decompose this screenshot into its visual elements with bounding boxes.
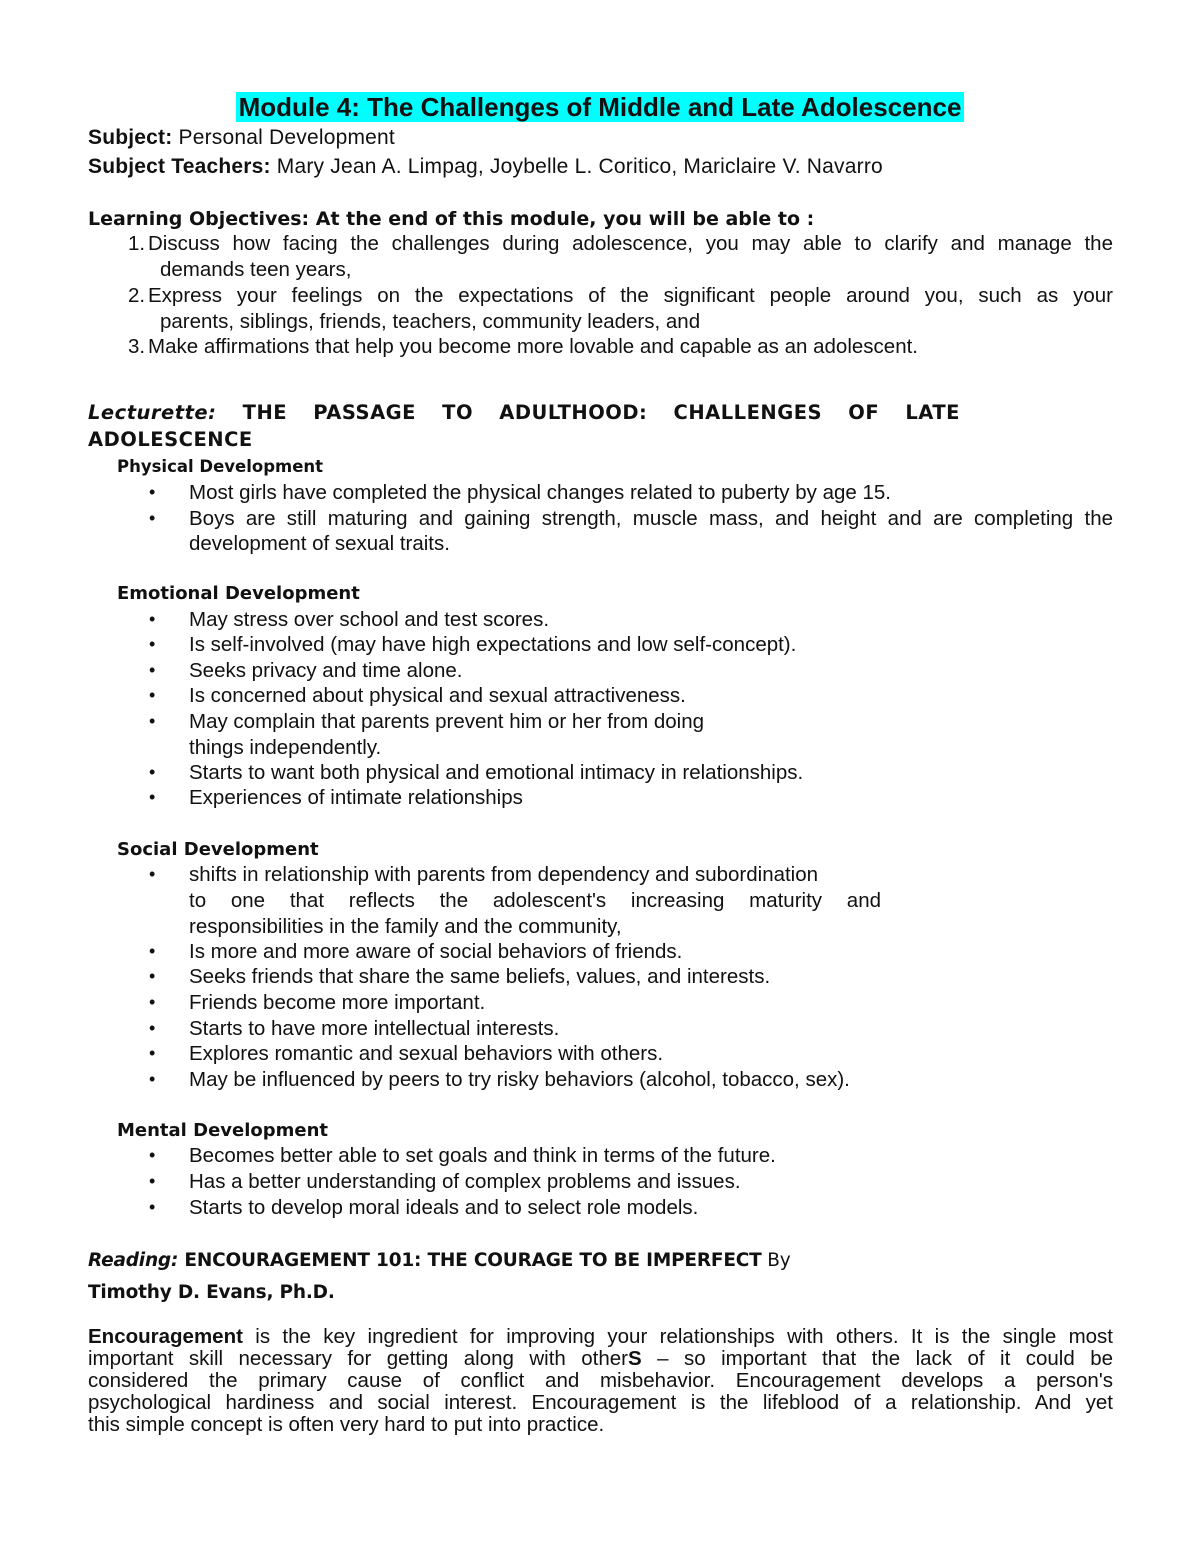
paragraph-line-5: this simple concept is often very hard to put into practice.: [88, 1413, 605, 1436]
physical-item-2-cont: development of sexual traits.: [189, 532, 450, 555]
objective-1-line-2: demands teen years,: [160, 258, 352, 281]
subject-value: Personal Development: [172, 126, 395, 149]
mental-item-1: Becomes better able to set goals and think in terms of the future.: [189, 1144, 776, 1167]
paragraph-line-4: psychological hardiness and social interest. Encouragement is the lifeblood of a relationship. And yet: [88, 1391, 1113, 1414]
paragraph-line-1-text: is the key ingredient for improving your relationships with others. It is the single most: [242, 1325, 1113, 1348]
paragraph-line-2-text-a: important skill necessary for getting along with other: [88, 1347, 629, 1370]
emotional-item-2: Is self-involved (may have high expectations and low self-concept).: [189, 633, 797, 656]
lecturette-line-1: [88, 401, 960, 424]
social-item-3: Seeks friends that share the same beliefs, values, and interests.: [189, 965, 771, 988]
objectives-heading: Learning Objectives: At the end of this module, you will be able to :: [88, 208, 815, 230]
emotional-item-4: Is concerned about physical and sexual attractiveness.: [189, 684, 686, 707]
objective-3-line-1: Make affirmations that help you become more lovable and capable as an adolescent.: [148, 335, 918, 358]
bullet-icon: •: [149, 787, 156, 807]
bullet-icon: •: [149, 864, 156, 884]
social-item-4: Friends become more important.: [189, 991, 486, 1014]
emotional-item-1: May stress over school and test scores.: [189, 608, 550, 631]
subject-line: [88, 126, 395, 150]
bullet-icon: •: [149, 1171, 156, 1191]
emotional-item-5: May complain that parents prevent him or her from doing: [189, 710, 705, 733]
bullet-icon: •: [149, 685, 156, 705]
physical-heading: Physical Development: [117, 457, 324, 476]
paragraph-line-1: [88, 1326, 1113, 1348]
subject-label: Subject:: [88, 126, 173, 149]
social-item-6: Explores romantic and sexual behaviors with others.: [189, 1042, 664, 1065]
encouragement-term: Encouragement: [88, 1325, 243, 1348]
teachers-value: Mary Jean A. Limpag, Joybelle L. Coritico, Mariclaire V. Navarro: [270, 155, 883, 178]
document-title: [0, 92, 1200, 123]
objective-2-line-2: parents, siblings, friends, teachers, community leaders, and: [160, 310, 701, 333]
objective-number-3: 3.: [128, 335, 146, 358]
objective-2-line-1: Express your feelings on the expectations of the significant people around you, such as your: [148, 284, 1113, 307]
title-highlight: Module 4: The Challenges of Middle and Late Adolescence: [236, 92, 965, 122]
objective-number-1: 1.: [128, 232, 146, 255]
physical-item-2: Boys are still maturing and gaining strength, muscle mass, and height and are completing the: [189, 507, 1113, 530]
bullet-icon: •: [149, 1197, 156, 1217]
emotional-heading: Emotional Development: [117, 583, 360, 604]
bullet-icon: •: [149, 966, 156, 986]
social-item-1: shifts in relationship with parents from dependency and subordination: [189, 863, 819, 886]
social-item-1-cont-2: responsibilities in the family and the community,: [189, 915, 622, 938]
reading-author: Timothy D. Evans, Ph.D.: [88, 1282, 335, 1303]
objective-number-2: 2.: [128, 284, 146, 307]
paragraph-line-2: [88, 1348, 1113, 1370]
mental-item-2: Has a better understanding of complex problems and issues.: [189, 1170, 741, 1193]
bullet-icon: •: [149, 992, 156, 1012]
paragraph-line-2-text-b: – so important that the lack of it could be: [641, 1347, 1114, 1370]
paragraph-line-3: considered the primary cause of conflict and misbehavior. Encouragement develops a person's: [88, 1369, 1113, 1392]
bullet-icon: •: [149, 482, 156, 502]
bullet-icon: •: [149, 1018, 156, 1038]
reading-label: Reading:: [88, 1250, 179, 1271]
bullet-icon: •: [149, 660, 156, 680]
lecturette-title-part-1: THE PASSAGE TO ADULTHOOD: CHALLENGES OF LATE: [242, 401, 961, 424]
lecturette-line-2: ADOLESCENCE: [88, 428, 253, 451]
mental-heading: Mental Development: [117, 1120, 329, 1141]
lecturette-label: Lecturette:: [88, 401, 217, 424]
social-item-5: Starts to have more intellectual interests.: [189, 1017, 560, 1040]
social-item-2: Is more and more aware of social behaviors of friends.: [189, 940, 683, 963]
bullet-icon: •: [149, 634, 156, 654]
bullet-icon: •: [149, 711, 156, 731]
objective-1-line-1: Discuss how facing the challenges during adolescence, you may able to clarify and manage the: [148, 232, 1113, 255]
emotional-item-7: Experiences of intimate relationships: [189, 786, 523, 809]
bullet-icon: •: [149, 1069, 156, 1089]
reading-line: [88, 1250, 791, 1271]
physical-item-1: Most girls have completed the physical changes related to puberty by age 15.: [189, 481, 891, 504]
encouragement-paragraph: [88, 1326, 1113, 1436]
teachers-line: [88, 155, 883, 179]
social-item-1-cont: to one that reflects the adolescent's increasing maturity and: [189, 889, 881, 912]
bullet-icon: •: [149, 609, 156, 629]
emotional-item-6: Starts to want both physical and emotional intimacy in relationships.: [189, 761, 804, 784]
bullet-icon: •: [149, 1043, 156, 1063]
bullet-icon: •: [149, 762, 156, 782]
paragraph-line-2-bold: S: [628, 1347, 642, 1370]
social-heading: Social Development: [117, 839, 319, 860]
bullet-icon: •: [149, 1145, 156, 1165]
bullet-icon: •: [149, 941, 156, 961]
teachers-label: Subject Teachers:: [88, 155, 271, 178]
social-item-7: May be influenced by peers to try risky behaviors (alcohol, tobacco, sex).: [189, 1068, 850, 1091]
mental-item-3: Starts to develop moral ideals and to select role models.: [189, 1196, 699, 1219]
bullet-icon: •: [149, 508, 156, 528]
emotional-item-5-cont: things independently.: [189, 736, 382, 759]
reading-title: ENCOURAGEMENT 101: THE COURAGE TO BE IMPERFECT: [178, 1250, 762, 1271]
reading-by: By: [761, 1250, 791, 1271]
emotional-item-3: Seeks privacy and time alone.: [189, 659, 463, 682]
